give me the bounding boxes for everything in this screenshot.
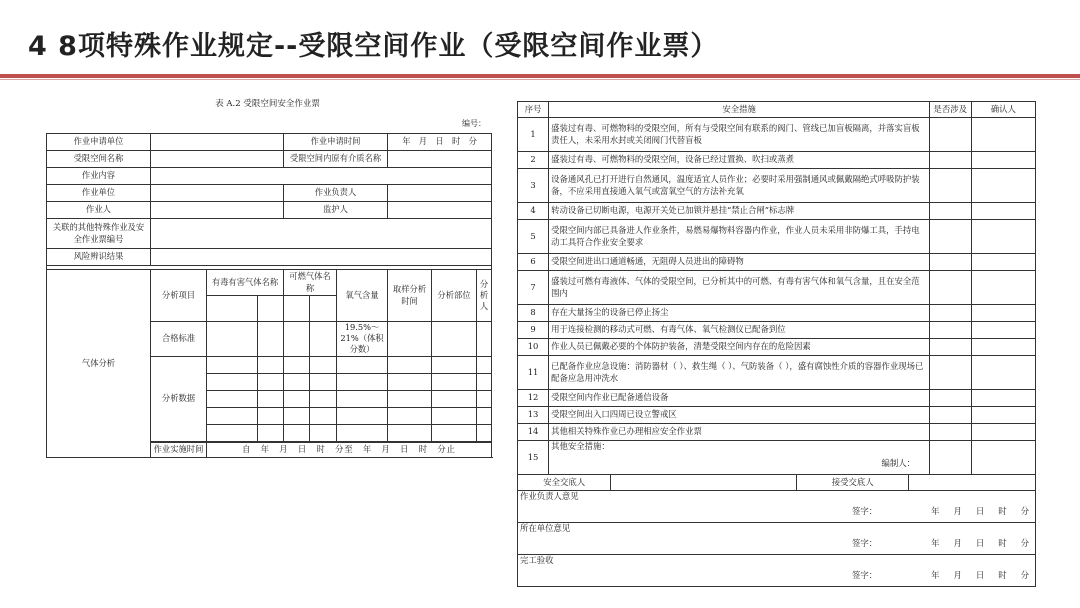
label-related-permits: 关联的其他特殊作业及安全作业票编号 — [47, 219, 151, 249]
confirm-signature[interactable] — [971, 407, 1035, 424]
measure-text-label: 受限空间内作业已配备通信设备 — [551, 392, 669, 403]
measure-text — [549, 441, 930, 475]
measure-text-label: 已配备作业应急设施：消防器材（ ）、救生绳（ ）、气防装备（ ），盛有腐蚀性介质的容器作业现场已配备应急用冲洗水 — [551, 361, 924, 383]
opinion-block[interactable] — [518, 523, 1036, 555]
sign-label: 签字： — [852, 570, 878, 581]
cell[interactable] — [388, 407, 432, 424]
measure-text — [549, 356, 930, 390]
measure-no: 12 — [518, 390, 549, 407]
date-unit: 年 — [931, 570, 940, 581]
involved-checkbox[interactable] — [930, 271, 972, 305]
value-handover-giver[interactable] — [611, 475, 797, 491]
confirm-signature[interactable] — [971, 356, 1035, 390]
measure-no: 14 — [518, 424, 549, 441]
measure-text — [549, 203, 930, 220]
confirm-signature[interactable] — [971, 441, 1035, 475]
measure-text — [549, 220, 930, 254]
involved-checkbox[interactable] — [930, 152, 972, 169]
label-work-unit: 作业单位 — [47, 185, 151, 202]
date-unit: 日 — [975, 506, 985, 517]
cell[interactable] — [207, 407, 258, 424]
cell[interactable] — [477, 407, 492, 424]
date-unit: 时 — [998, 570, 1007, 581]
cell[interactable] — [388, 356, 432, 373]
cell[interactable] — [284, 356, 310, 373]
form-number-label: 编号： — [462, 119, 486, 128]
date-unit: 月 — [953, 506, 962, 517]
measure-text — [549, 152, 930, 169]
cell[interactable] — [284, 407, 310, 424]
involved-checkbox[interactable] — [930, 356, 972, 390]
cell[interactable] — [388, 424, 432, 441]
cell[interactable] — [477, 373, 492, 390]
measure-text-label: 其他相关特殊作业已办理相应安全作业票 — [551, 426, 702, 437]
title-divider — [0, 74, 1080, 78]
permit-table — [46, 133, 492, 458]
confirm-signature[interactable] — [971, 424, 1035, 441]
cell[interactable] — [432, 424, 477, 441]
label-work-content: 作业内容 — [47, 168, 151, 185]
cell[interactable] — [432, 373, 477, 390]
label-work-leader: 作业负责人 — [284, 185, 388, 202]
measure-text — [549, 424, 930, 441]
confirm-signature[interactable] — [971, 203, 1035, 220]
cell[interactable] — [258, 322, 284, 357]
involved-checkbox[interactable] — [930, 322, 972, 339]
opinion-label: 作业负责人意见 — [520, 491, 579, 501]
label-workers: 作业人 — [47, 202, 151, 219]
cell[interactable] — [207, 296, 258, 322]
label-analysis-item: 分析项目 — [151, 270, 207, 322]
measure-no: 5 — [518, 220, 549, 254]
label-guardian: 监护人 — [284, 202, 388, 219]
measure-text-label: 盛装过可燃有毒液体、气体的受限空间，已分析其中的可燃、有毒有害气体和氧气含量，且在安全范围内 — [551, 276, 920, 298]
header-no: 序号 — [518, 102, 549, 118]
cell[interactable] — [337, 390, 388, 407]
involved-checkbox[interactable] — [930, 390, 972, 407]
involved-checkbox[interactable] — [930, 339, 972, 356]
measure-no: 13 — [518, 407, 549, 424]
measure-text-label: 受限空间出入口四周已设立警戒区 — [551, 409, 677, 420]
header-location: 分析部位 — [432, 270, 477, 322]
cell[interactable] — [258, 390, 284, 407]
header-sample-time: 取样分析时间 — [388, 270, 432, 322]
involved-checkbox[interactable] — [930, 305, 972, 322]
label-risk-result: 风险辨识结果 — [47, 249, 151, 266]
date-unit: 分 — [1020, 570, 1029, 581]
measure-no: 11 — [518, 356, 549, 390]
value-workers[interactable] — [151, 202, 284, 219]
measure-text-label: 用于连接检测的移动式可燃、有毒气体、氧气检测仪已配备到位 — [551, 324, 786, 335]
confirm-signature[interactable] — [971, 322, 1035, 339]
cell[interactable] — [310, 407, 337, 424]
measure-text — [549, 407, 930, 424]
cell[interactable] — [432, 356, 477, 373]
measure-no: 9 — [518, 322, 549, 339]
measure-text — [549, 390, 930, 407]
label-analysis-data: 分析数据 — [151, 356, 207, 441]
cell[interactable] — [477, 356, 492, 373]
involved-checkbox[interactable] — [930, 203, 972, 220]
involved-checkbox[interactable] — [930, 220, 972, 254]
value-work-content[interactable] — [151, 168, 492, 185]
cell[interactable] — [477, 424, 492, 441]
date-unit: 时 — [998, 538, 1007, 549]
value-work-time[interactable]: 自 年 月 日 时 分至 年 月 日 时 分止 — [207, 442, 492, 457]
measure-text-label: 受限空间进出口通道畅通，无阻碍人员进出的障碍物 — [551, 256, 744, 267]
sign-label: 签字： — [852, 538, 878, 549]
cell[interactable] — [284, 424, 310, 441]
involved-checkbox[interactable] — [930, 118, 972, 152]
confirm-signature[interactable] — [971, 118, 1035, 152]
header-involved: 是否涉及 — [930, 102, 972, 118]
measure-text — [549, 169, 930, 203]
cell[interactable] — [207, 322, 258, 357]
cell[interactable] — [284, 322, 310, 357]
cell[interactable] — [207, 373, 258, 390]
cell[interactable] — [432, 390, 477, 407]
value-work-unit[interactable] — [151, 185, 284, 202]
measure-no: 8 — [518, 305, 549, 322]
involved-checkbox[interactable] — [930, 424, 972, 441]
label-apply-time: 作业申请时间 — [284, 134, 388, 151]
cell[interactable] — [477, 322, 492, 357]
involved-checkbox[interactable] — [930, 254, 972, 271]
value-medium-name[interactable] — [388, 151, 492, 168]
cell[interactable] — [337, 356, 388, 373]
value-handover-receiver[interactable] — [909, 475, 1036, 491]
label-handover-giver: 安全交底人 — [518, 475, 611, 491]
header-measure: 安全措施 — [549, 102, 930, 118]
cell[interactable] — [284, 296, 310, 322]
oxygen-standard: 19.5%～21%（体积分数） — [337, 322, 388, 357]
header-flammable-gas: 可燃气体名称 — [284, 270, 337, 296]
involved-checkbox[interactable] — [930, 441, 972, 475]
opinion-label: 所在单位意见 — [520, 523, 571, 533]
label-gas-analysis: 气体分析 — [47, 270, 151, 458]
label-space-name: 受限空间名称 — [47, 151, 151, 168]
measure-text — [549, 271, 930, 305]
header-confirm: 确认人 — [971, 102, 1035, 118]
cell[interactable] — [310, 424, 337, 441]
label-medium-name: 受限空间内原有介质名称 — [284, 151, 388, 168]
measure-no: 3 — [518, 169, 549, 203]
date-unit: 时 — [998, 506, 1007, 517]
value-work-leader[interactable] — [388, 185, 492, 202]
cell[interactable] — [310, 356, 337, 373]
measure-text-label: 作业人员已佩戴必要的个体防护装备，清楚受限空间内存在的危险因素 — [551, 341, 811, 352]
confirm-signature[interactable] — [971, 220, 1035, 254]
title-divider-thin — [0, 79, 1080, 80]
cell[interactable] — [337, 424, 388, 441]
measure-no: 4 — [518, 203, 549, 220]
label-standard: 合格标准 — [151, 322, 207, 357]
cell[interactable] — [258, 373, 284, 390]
cell[interactable] — [310, 373, 337, 390]
date-unit: 分 — [1020, 506, 1029, 517]
measure-text — [549, 118, 930, 152]
cell[interactable] — [310, 322, 337, 357]
header-oxygen: 氧气含量 — [337, 270, 388, 322]
date-unit: 月 — [953, 538, 962, 549]
cell[interactable] — [284, 373, 310, 390]
measure-text — [549, 322, 930, 339]
value-risk-result[interactable] — [151, 249, 492, 266]
measure-no: 1 — [518, 118, 549, 152]
cell[interactable] — [337, 373, 388, 390]
measure-text-label: 存在大量扬尘的设备已停止扬尘 — [551, 307, 669, 318]
cell[interactable] — [310, 390, 337, 407]
confirm-signature[interactable] — [971, 339, 1035, 356]
cell[interactable] — [207, 356, 258, 373]
measure-text-label: 设备通风孔已打开进行自然通风，温度适宜人员作业；必要时采用强制通风或佩戴隔绝式呼吸防护装备，不应采用直接通入氧气或富氧空气的方法补充氧 — [551, 174, 920, 196]
measure-text-label: 盛装过有毒、可燃物料的受限空间，所有与受限空间有联系的阀门、管线已加盲板隔离，并落实盲板责任人，未采用水封或关闭阀门代替盲板 — [551, 123, 920, 145]
confirm-signature[interactable] — [971, 152, 1035, 169]
measure-text — [549, 305, 930, 322]
date-unit: 日 — [975, 570, 985, 581]
measure-text-label: 转动设备已切断电源，电源开关处已加锁并悬挂“禁止合闸”标志牌 — [551, 205, 795, 216]
header-analyst: 分析人 — [477, 270, 492, 322]
cell[interactable] — [284, 390, 310, 407]
value-space-name[interactable] — [151, 151, 284, 168]
opinion-block[interactable] — [518, 491, 1036, 523]
confirm-signature[interactable] — [971, 271, 1035, 305]
cell[interactable] — [388, 373, 432, 390]
cell[interactable] — [388, 390, 432, 407]
measure-text-label: 受限空间内部已具备进人作业条件，易燃易爆物料容器内作业，作业人员未采用非防爆工具，手持电动工具符合作业安全要求 — [551, 225, 920, 247]
involved-checkbox[interactable] — [930, 169, 972, 203]
cell[interactable] — [337, 407, 388, 424]
confirm-signature[interactable] — [971, 169, 1035, 203]
confirm-signature[interactable] — [971, 254, 1035, 271]
date-unit: 年 — [931, 538, 940, 549]
slide-title: 4 8项特殊作业规定--受限空间作业（受限空间作业票） — [28, 31, 719, 62]
confirm-signature[interactable] — [971, 390, 1035, 407]
measure-text — [549, 339, 930, 356]
cell[interactable] — [310, 296, 337, 322]
cell[interactable] — [207, 424, 258, 441]
measure-no: 2 — [518, 152, 549, 169]
measure-text-label: 其他安全措施： — [551, 441, 610, 451]
date-unit: 年 — [931, 506, 940, 517]
involved-checkbox[interactable] — [930, 407, 972, 424]
date-unit: 分 — [1020, 538, 1029, 549]
value-applicant-unit[interactable] — [151, 134, 284, 151]
cell[interactable] — [258, 296, 284, 322]
confirm-signature[interactable] — [971, 305, 1035, 322]
header-toxic-gas: 有毒有害气体名称 — [207, 270, 284, 296]
compiler-label: 编制人： — [881, 458, 916, 469]
label-applicant-unit: 作业申请单位 — [47, 134, 151, 151]
cell[interactable] — [258, 407, 284, 424]
safety-measures-table — [517, 101, 1036, 587]
value-apply-time[interactable]: 年 月 日 时 分 — [388, 134, 492, 151]
cell[interactable] — [432, 322, 477, 357]
measure-no: 7 — [518, 271, 549, 305]
date-unit: 月 — [953, 570, 962, 581]
measure-text — [549, 254, 930, 271]
measure-text-label: 盛装过有毒、可燃物料的受限空间，设备已经过置换、吹扫或蒸煮 — [551, 154, 794, 165]
form-caption: 表 A.2 受限空间安全作业票 — [215, 99, 320, 109]
value-related-permits[interactable] — [151, 219, 492, 249]
date-unit: 日 — [975, 538, 985, 549]
opinion-block[interactable] — [518, 555, 1036, 587]
cell[interactable] — [388, 322, 432, 357]
measure-no: 6 — [518, 254, 549, 271]
value-guardian[interactable] — [388, 202, 492, 219]
measure-no: 15 — [518, 441, 549, 475]
label-work-time: 作业实施时间 — [151, 442, 207, 457]
label-handover-receiver: 接受交底人 — [797, 475, 909, 491]
cell[interactable] — [258, 356, 284, 373]
cell[interactable] — [207, 390, 258, 407]
cell[interactable] — [477, 390, 492, 407]
cell[interactable] — [258, 424, 284, 441]
cell[interactable] — [432, 407, 477, 424]
measure-no: 10 — [518, 339, 549, 356]
sign-label: 签字： — [852, 506, 878, 517]
opinion-label: 完工验收 — [520, 555, 554, 565]
